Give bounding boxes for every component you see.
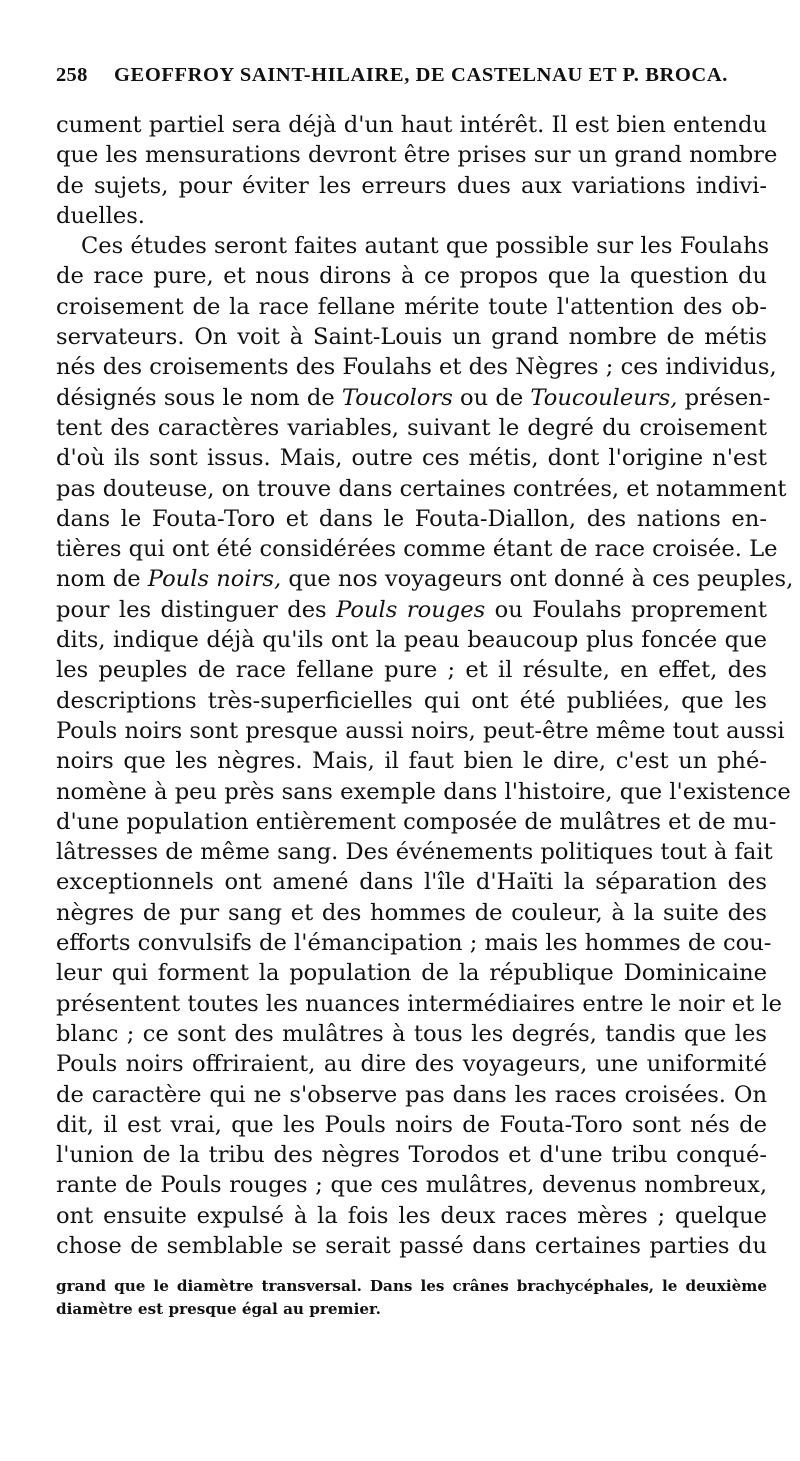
text-line-mixed	[56, 383, 771, 413]
text-line: de caractère qui ne s'observe pas dans les races croisées. On	[56, 1081, 767, 1108]
text-line: blanc ; ce sont des mulâtres à tous les degrés, tandis que les	[56, 1020, 767, 1047]
text-line: tent des caractères variables, suivant le degré du croisement	[56, 414, 767, 441]
text-line-mixed	[56, 564, 794, 594]
footnote-line: grand que le diamètre transversal. Dans les crânes brachycéphales, le deuxième	[56, 1277, 767, 1296]
text-line: noirs que les nègres. Mais, il faut bien le dire, c'est un phé-	[56, 748, 767, 775]
text-line: duelles.	[56, 202, 145, 229]
text-line: que les mensurations devront être prises sur un grand nombre	[56, 142, 778, 169]
italic-term-toucolors: Toucolors	[341, 384, 453, 411]
text-line: servateurs. On voit à Saint-Louis un grand nombre de métis	[56, 324, 767, 351]
text-line: cument partiel sera déjà d'un haut intérêt. Il est bien entendu	[56, 112, 767, 138]
text-segment: que nos voyageurs ont donné à ces peuples,	[288, 566, 794, 593]
text-segment: ou Foulahs proprement	[494, 596, 767, 623]
text-line: dans le Fouta-Toro et dans le Fouta-Diallon, des nations en-	[56, 505, 767, 532]
body-text	[56, 110, 794, 1261]
italic-term-pouls-noirs: Pouls noirs,	[147, 566, 282, 593]
italic-term-toucouleurs: Toucouleurs,	[530, 384, 678, 411]
italic-term-pouls-rouges: Pouls rouges	[336, 596, 486, 623]
text-line: ont ensuite expulsé à la fois les deux races mères ; quelque	[56, 1202, 767, 1229]
text-line: d'où ils sont issus. Mais, outre ces métis, dont l'origine n'est	[56, 445, 767, 472]
text-line: présentent toutes les nuances intermédiaires entre le noir et le	[56, 990, 783, 1017]
text-line: l'union de la tribu des nègres Torodos et d'une tribu conqué-	[56, 1142, 767, 1169]
text-line-mixed	[56, 595, 767, 625]
text-segment: nom de	[56, 566, 141, 593]
text-line: tières qui ont été considérées comme étant de race croisée. Le	[56, 536, 778, 563]
text-line: dits, indique déjà qu'ils ont la peau beaucoup plus foncée que	[56, 627, 767, 654]
text-line: d'une population entièrement composée de mulâtres et de mu-	[56, 808, 777, 835]
text-line: efforts convulsifs de l'émancipation ; mais les hommes de cou-	[56, 930, 772, 957]
text-line: nés des croisements des Foulahs et des Nègres ; ces individus,	[56, 354, 777, 381]
page-number: 258	[56, 64, 88, 86]
text-line: leur qui forment la population de la république Dominicaine	[56, 960, 767, 987]
text-segment: désignés sous le nom de	[56, 384, 335, 411]
text-line: lâtresses de même sang. Des événements politiques tout à fait	[56, 839, 773, 866]
text-line: Ces études seront faites autant que possible sur les Foulahs	[81, 233, 770, 260]
text-line: rante de Pouls rouges ; que ces mulâtres, devenus nombreux,	[56, 1172, 767, 1199]
text-line: de sujets, pour éviter les erreurs dues aux variations indivi-	[56, 172, 767, 199]
text-segment: ou de	[460, 384, 524, 411]
text-line: Pouls noirs sont presque aussi noirs, peut-être même tout aussi	[56, 717, 785, 744]
footnote	[56, 1275, 767, 1321]
text-line: de race pure, et nous dirons à ce propos que la question du	[56, 263, 767, 290]
text-line: nègres de pur sang et des hommes de couleur, à la suite des	[56, 899, 767, 926]
text-line: les peuples de race fellane pure ; et il résulte, en effet, des	[56, 657, 767, 684]
text-line: dit, il est vrai, que les Pouls noirs de Fouta-Toro sont nés de	[56, 1111, 767, 1138]
text-line: exceptionnels ont amené dans l'île d'Haïti la séparation des	[56, 869, 767, 896]
text-line: nomène à peu près sans exemple dans l'histoire, que l'existence	[56, 778, 791, 805]
text-line: descriptions très-superficielles qui ont été publiées, que les	[56, 687, 767, 714]
text-segment: présen-	[684, 384, 771, 411]
text-line: pas douteuse, on trouve dans certaines contrées, et notamment	[56, 475, 787, 502]
page-header	[56, 64, 767, 94]
text-segment: pour les distinguer des	[56, 596, 327, 623]
running-head: GEOFFROY SAINT-HILAIRE, DE CASTELNAU ET P. BROCA.	[114, 64, 728, 86]
text-line: Pouls noirs offriraient, au dire des voyageurs, une uniformité	[56, 1051, 767, 1078]
book-page	[56, 64, 794, 1321]
text-line: croisement de la race fellane mérite toute l'attention des ob-	[56, 293, 767, 320]
text-line: chose de semblable se serait passé dans certaines parties du	[56, 1232, 767, 1259]
footnote-line: diamètre est presque égal au premier.	[56, 1300, 381, 1319]
